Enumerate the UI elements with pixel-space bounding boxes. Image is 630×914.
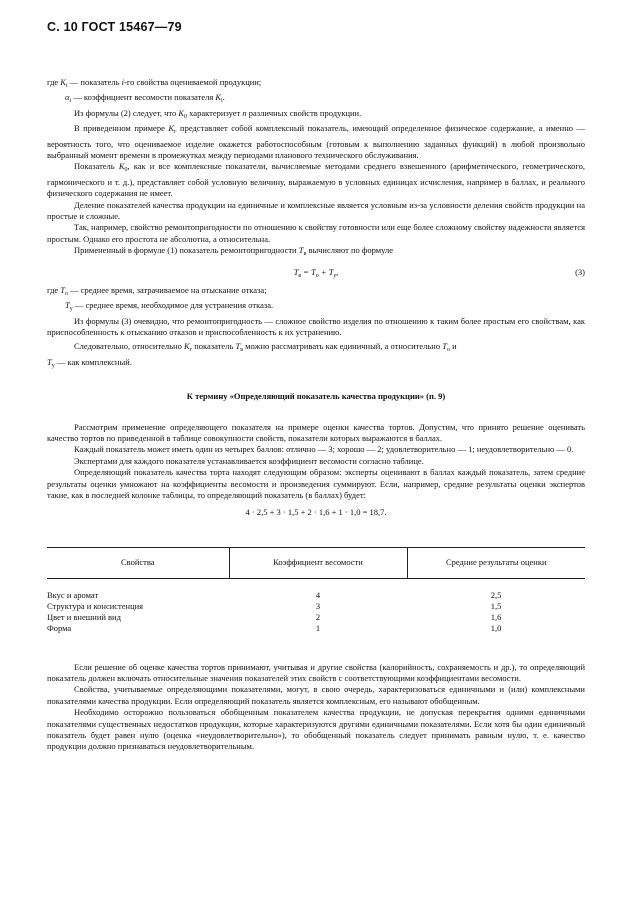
paragraph-experts: Экспертами для каждого показателя устанавливается коэффициент весомости согласно таблице.: [74, 455, 424, 466]
paragraph-formula-1: Примененный в формуле (1) показатель ремонтопригодности $T_в$ вычисляют по формуле: [74, 245, 394, 258]
paragraph-k0: Показатель $K_0$, как и все комплексные показатели, вычисляемые методами среднего взвешенного (арифметического, геометрического, гармонического и т. д.), представляет собой условную величину, выражаемую в условных единицах исчисления, например в баллах, и реального физического содержания не имеет.: [47, 161, 585, 199]
table-header-row: [47, 547, 585, 578]
paragraph-caution: Необходимо осторожно пользоваться обобщенным показателем качества продукции, не допуская перекрытия одними единичными показателями существенных недостатков продукции, которые характеризуются другими единичными показателями. Если хотя бы один единичный показатель будет равен нулю (оценка «неудовлетворительно»), то обобщенный показатель следует принимать равным нулю, т. е. качество продукции должно признаваться неудовлетворительным.: [47, 707, 585, 752]
paragraph-scores: Каждый показатель может иметь один из четырех баллов: отлично — 3; хорошо — 2; удовлетворительно — 1; неудовлетворительно — 0.: [74, 444, 574, 455]
paragraph-consequently: Следовательно, относительно $K_г$ показатель $T_в$ можно рассматривать как единичный, а относительно $T_о$ и $T_у$ — как комплексный.: [47, 341, 457, 369]
table-row: [47, 612, 585, 623]
weights-table: [47, 547, 585, 635]
paragraph-ty: $T_у$ — среднее время, необходимое для устранения отказа.: [65, 300, 274, 313]
table-cell-score: 1,5: [490, 600, 502, 611]
paragraph-formula-2: Из формулы (2) следует, что $K_0$ характеризует n различных свойств продукции.: [74, 107, 362, 120]
paragraph-example: Так, например, свойство ремонтопригодности по отношению к свойству готовности или еще более сложному свойству надежности является простым. Однако его простота не абсолютна, а относительна.: [47, 222, 585, 244]
table-header-cell: Средние результаты оценки: [407, 547, 585, 578]
paragraph-division: Деление показателей качества продукции на единичные и комплексные является условным из-за условности деления свойств продукции на простые и сложные.: [47, 199, 585, 222]
table-cell-weight: 3: [315, 600, 321, 611]
document-body: [47, 77, 585, 753]
paragraph-generalized: Свойства, учитываемые определяющими показателями, могут, в свою очередь, характеризоваться единичными и (или) комплексными показателями качества продукции. Если определяющий показатель является комплексным, его называют обобщенным.: [47, 684, 585, 706]
table-header-cell: Свойства: [47, 547, 229, 578]
calculation: 4 · 2,5 + 3 · 1,5 + 2 · 1,6 + 1 · 1,0 = 18,7.: [245, 507, 387, 518]
table-cell-weight: 2: [315, 612, 321, 623]
table-row: [47, 578, 585, 601]
paragraph-formula-3: Из формулы (3) очевидно, что ремонтопригодность — сложное свойство изделия по отношению к таким более простым его свойствам, как приспособленность к отысканию отказов и приспособленность к их устранению.: [47, 315, 585, 337]
table-row: [47, 623, 585, 634]
table-cell-weight: 4: [315, 589, 321, 600]
table-cell-property: Цвет и внешний вид: [47, 612, 121, 623]
table-cell-score: 1,6: [490, 612, 502, 623]
table-row: [47, 601, 585, 612]
section-heading: К термину «Определяющий показатель качества продукции» (п. 9): [186, 391, 446, 402]
table-cell-score: 2,5: [490, 589, 502, 600]
paragraph-method: Определяющий показатель качества торта находят следующим образом: эксперты оценивают в баллах каждый показатель, затем средние результаты оценки умножают на коэффициенты весомости и произведения суммируют. Если, например, средние результаты оценки экспертов такие, как в последней колонке таблицы, то определяющий показатель (в баллах) будет:: [47, 467, 585, 500]
formula-3: [47, 264, 585, 282]
paragraph-example-kg: В приведенном примере $K_г$ представляет собой комплексный показатель, имеющий определенное физическое содержание, а именно — вероятность того, что оцениваемое изделие окажется работоспособным (готовым к выполнению заданных функций) в любой произвольно выбранный момент времени в промежутках между периодами планового технического обслуживания.: [47, 123, 586, 161]
paragraph-where-ki: где $K_i$ — показатель i-го свойства оцениваемой продукции;: [47, 77, 262, 89]
table-cell-weight: 1: [315, 623, 321, 634]
table-cell-property: Вкус и аромат: [47, 589, 99, 600]
formula-number: (3): [575, 266, 585, 277]
paragraph-alpha: $\alpha_i$ — коэффициент весомости показателя $K_i$.: [65, 92, 225, 105]
table-cell-score: 1,0: [490, 623, 502, 634]
paragraph-cakes-intro: Рассмотрим применение определяющего показателя на примере оценки качества тортов. Допустим, что принято решение оценивать качество тортов по приведенной в таблице совокупности свойств, показатели которых выражаются в баллах.: [47, 421, 585, 443]
table-header-cell: Коэффициент весомости: [229, 547, 407, 578]
paragraph-other-properties: Если решение об оценке качества тортов принимают, учитывая и другие свойства (калорийность, сохраняемость и др.), то определяющий показатель должен включать относительные значения показателей этих свойств с соответствующими коэффициентами весомости.: [47, 661, 585, 683]
formula-expression: $T_в = T_о + T_у$,: [293, 266, 339, 279]
page-header: С. 10 ГОСТ 15467—79: [47, 20, 182, 34]
paragraph-where-to: где $T_о$ — среднее время, затрачиваемое на отыскание отказа;: [47, 284, 267, 297]
table-cell-property: Форма: [47, 623, 72, 634]
table-cell-property: Структура и консистенция: [47, 600, 144, 611]
